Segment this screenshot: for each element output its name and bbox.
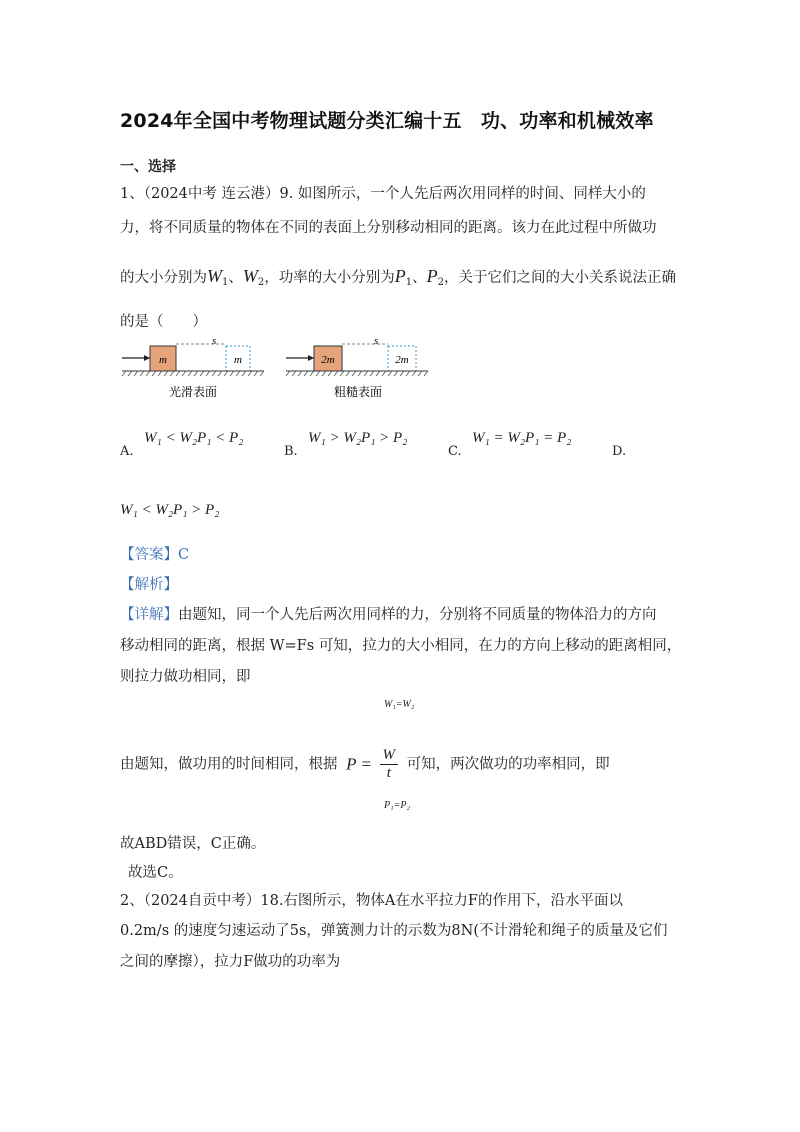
q1-line4: 的是（ ）: [120, 314, 207, 330]
q1-line2: 力，将不同质量的物体在不同的表面上分别移动相同的距离。该力在此过程中所做功: [120, 220, 657, 236]
option-b-expr: W₁ > W₂P₁ > P₂: [308, 430, 408, 446]
left-block-label: m: [159, 354, 167, 366]
option-c-expr: W₁ = W₂P₁ = P₂: [472, 430, 572, 446]
page-title: 2024年全国中考物理试题分类汇编十五 功、功率和机械效率: [120, 110, 654, 132]
option-a-label[interactable]: A.: [120, 444, 134, 459]
detail-line2: 移动相同的距离，根据 W=Fs 可知，拉力的大小相同，在力的方向上移动的距离相同，: [120, 638, 682, 654]
left-caption: 光滑表面: [168, 385, 218, 399]
left-distance-label: s: [212, 335, 217, 347]
option-d-expr: W₁ < W₂P₁ > P₂: [120, 502, 220, 518]
left-panel: [122, 335, 264, 399]
option-d-label[interactable]: D.: [612, 444, 627, 459]
right-block-label: 2m: [321, 354, 335, 366]
detail-line3: 则拉力做功相同，即: [120, 669, 251, 685]
q1-line3: 的大小分别为$W_1$、$W_2$，功率的大小分别为$P_1$、$P_2$，关于它们之间的大小关系说法正确: [120, 266, 676, 288]
equation-power: P₁=P₂: [384, 800, 410, 811]
q1-figure: [118, 334, 438, 404]
q2-line2: 0.2m/s 的速度匀速运动了5s，弹簧测力计的示数为8N(不计滑轮和绳子的质量及它们: [120, 923, 668, 939]
option-c-label[interactable]: C.: [448, 444, 462, 459]
detail-line6: 故选C。: [128, 865, 183, 881]
q1-line1: 1、（2024中考 连云港）9. 如图所示，一个人先后两次用同样的时间、同样大小的: [120, 186, 646, 202]
detail-line1: 【详解】由题知，同一个人先后两次用同样的力，分别将不同质量的物体沿力的方向: [120, 607, 657, 623]
q2-line3: 之间的摩擦），拉力F做功的功率为: [120, 954, 341, 970]
left-ghost-label: m: [234, 354, 242, 366]
detail-line5: 故ABD错误，C正确。: [120, 836, 266, 852]
right-caption: 粗糙表面: [333, 385, 383, 399]
q2-line1: 2、（2024自贡中考）18.右图所示，物体A在水平拉力F的作用下，沿水平面以: [120, 893, 623, 909]
section-heading: 一、选择: [120, 159, 176, 175]
right-distance-label: s: [374, 335, 379, 347]
right-panel: [286, 335, 428, 399]
option-b-label[interactable]: B.: [284, 444, 298, 459]
equation-work: W₁=W₂: [384, 699, 415, 710]
power-formula: P = $\frac{W}{t}$: [346, 747, 398, 782]
option-a-expr: W₁ < W₂P₁ < P₂: [144, 430, 244, 446]
right-ghost-label: 2m: [395, 354, 409, 366]
answer-tag: 【答案】C: [120, 547, 190, 563]
detail-line4: 由题知，做功用的时间相同，根据 P = $\frac{W}{t}$ 可知，两次做功的功率相同，即: [120, 747, 610, 781]
analysis-tag: 【解析】: [120, 577, 178, 593]
